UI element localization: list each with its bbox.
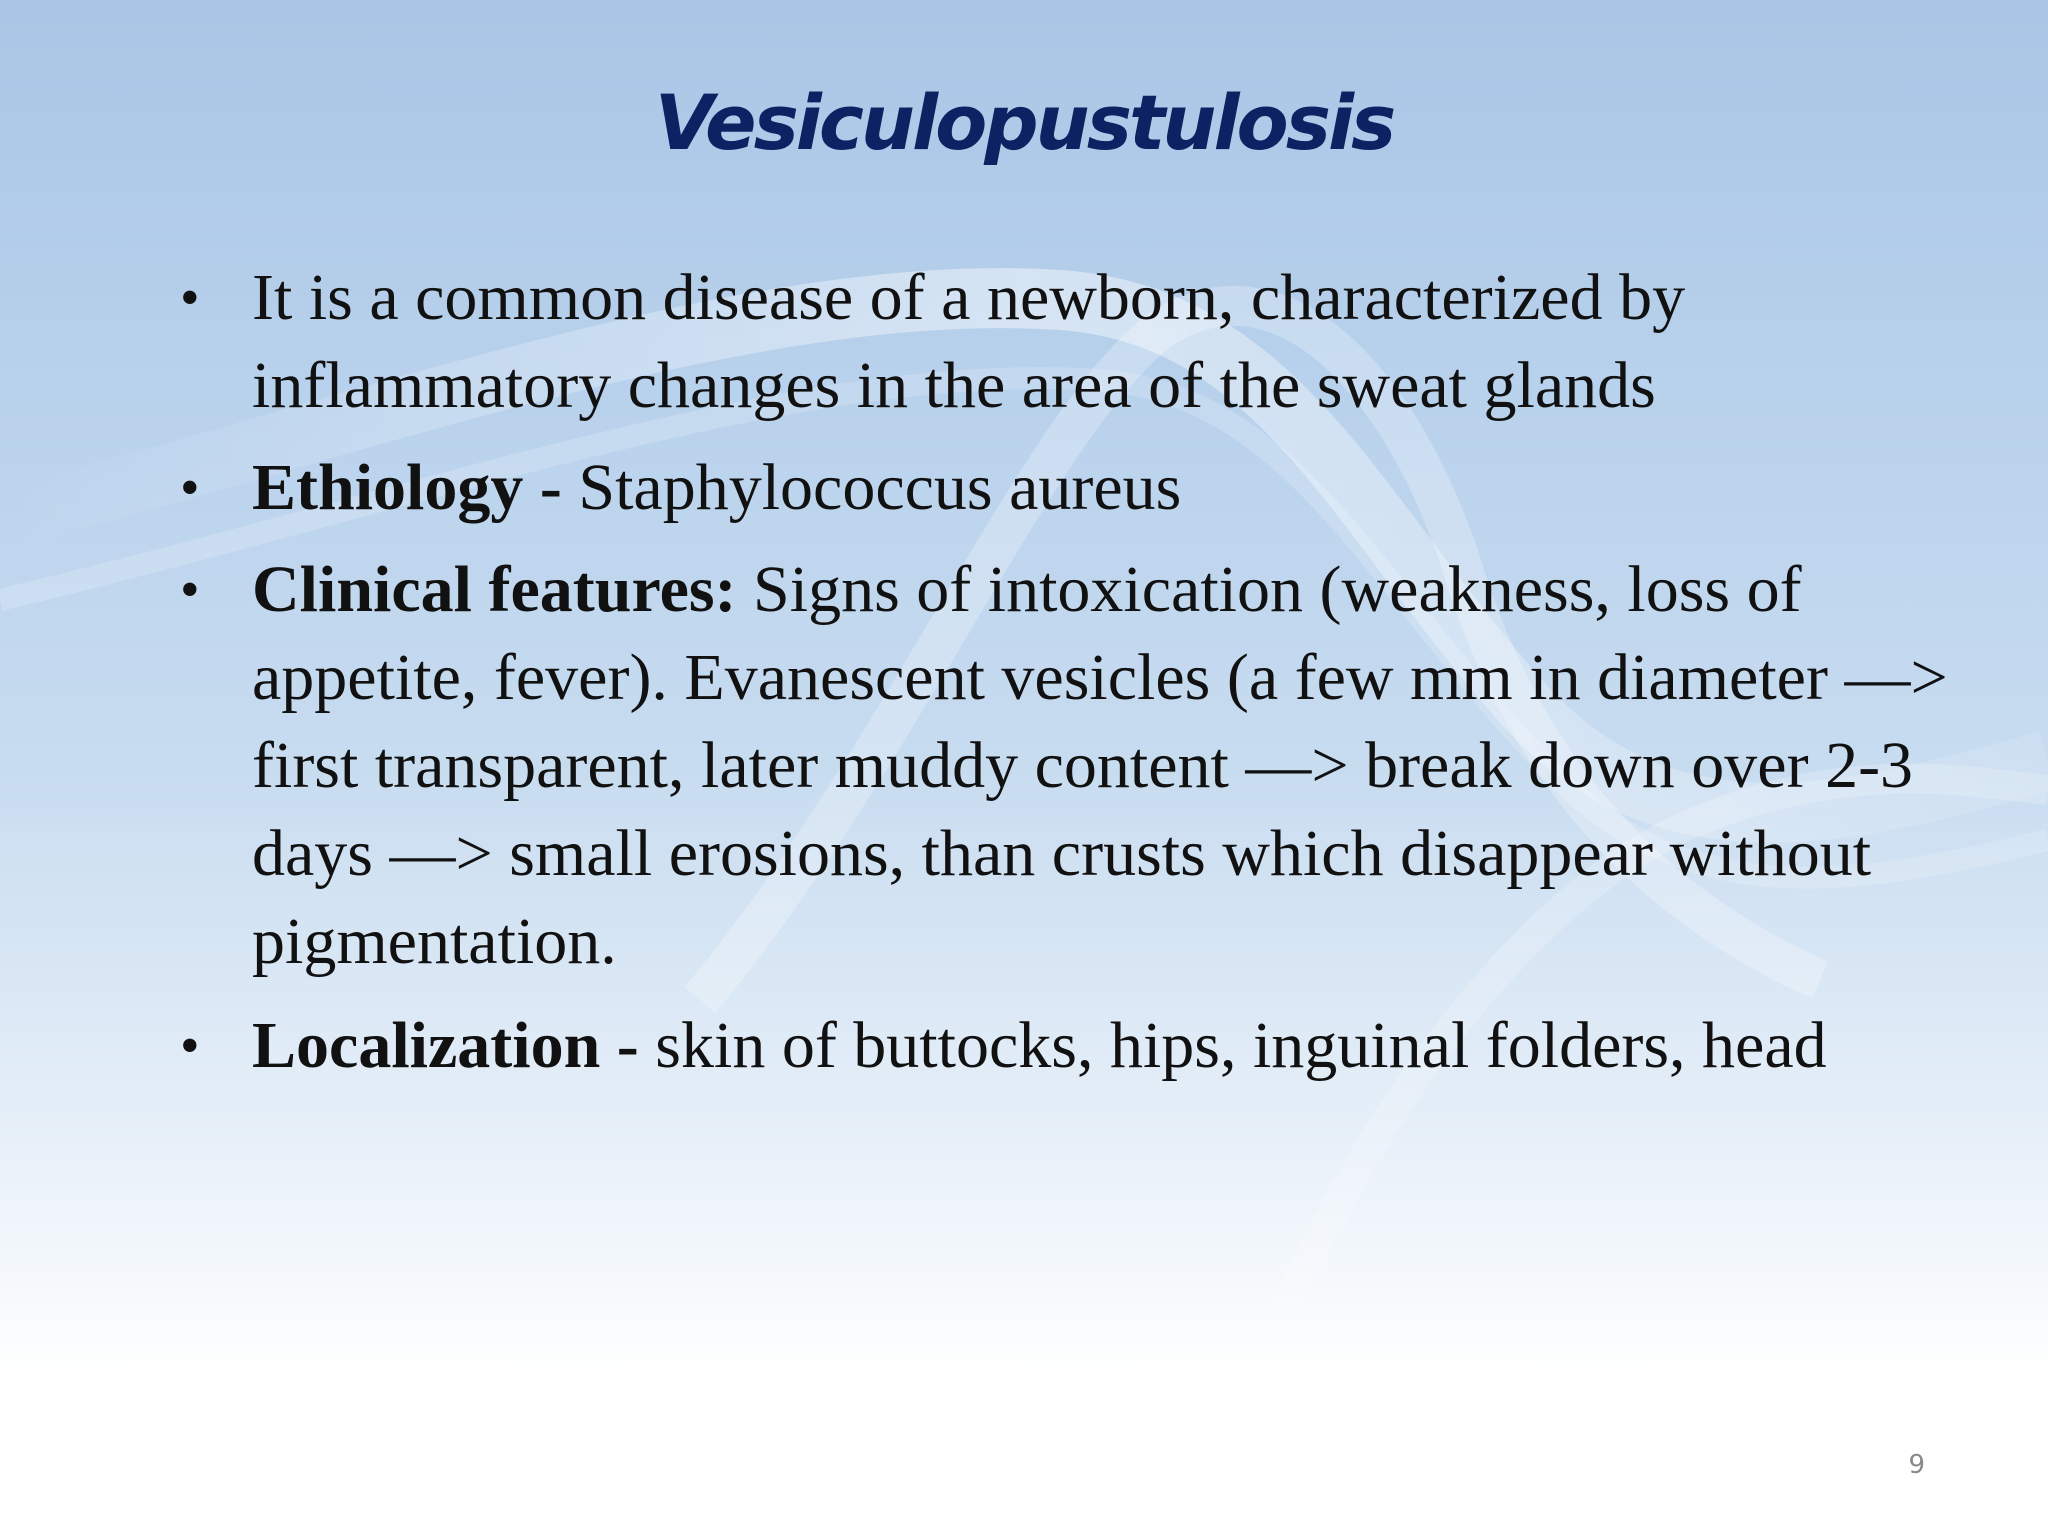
- bullet-icon: •: [180, 559, 200, 621]
- bullet-label: Localization -: [252, 1009, 656, 1082]
- bullet-label: Ethiology -: [252, 451, 579, 524]
- bullet-item-localization: [168, 1002, 1958, 1090]
- bullet-item-ethiology: [168, 444, 1958, 532]
- bullet-text: Signs of intoxication (weakness, loss of appetite, fever). Evanescent vesicles (a few mm in diameter —> first transparent, later muddy content —> break down over 2-3 days —> small erosions, than crusts which disappear without pigmentation.: [252, 553, 1948, 978]
- slide-title: Vesiculopustulosis: [654, 78, 1394, 167]
- bullet-icon: •: [180, 1015, 200, 1077]
- bullet-icon: •: [180, 267, 200, 329]
- bullet-item-definition: [168, 254, 1958, 430]
- bullet-text: Staphylococcus aureus: [578, 451, 1182, 524]
- bullet-label: Clinical features:: [252, 553, 737, 626]
- page-number: 9: [1908, 1450, 1925, 1480]
- bullet-text: skin of buttocks, hips, inguinal folders, head: [655, 1009, 1827, 1082]
- bullet-item-clinical-features: [168, 546, 1958, 986]
- bullet-list: [168, 254, 1958, 1106]
- bullet-text: It is a common disease of a newborn, characterized by inflammatory changes in the area of the sweat glands: [252, 261, 1686, 422]
- bullet-icon: •: [180, 457, 200, 519]
